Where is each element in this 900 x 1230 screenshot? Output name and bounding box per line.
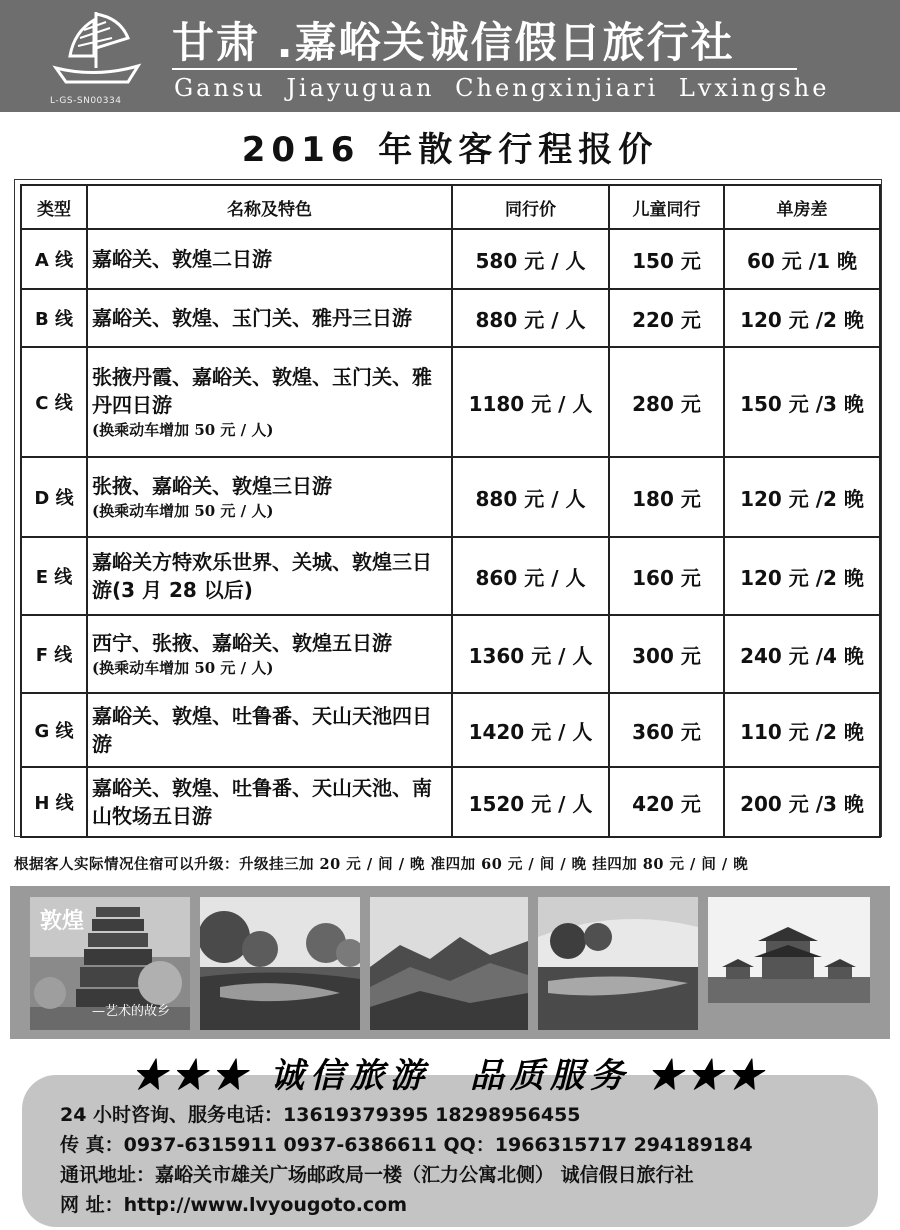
- row-price: 1180 元 / 人: [452, 347, 609, 457]
- row-type: E 线: [21, 537, 87, 615]
- table-row: [21, 767, 880, 837]
- price-table: [20, 184, 881, 838]
- row-price: 880 元 / 人: [452, 457, 609, 537]
- sailboat-logo-icon: [50, 8, 142, 92]
- row-type: H 线: [21, 767, 87, 837]
- table-row: [21, 693, 880, 767]
- photo-danxia-landform: [370, 897, 528, 1030]
- row-single: 120 元 /2 晚: [724, 457, 880, 537]
- upgrade-note: 根据客人实际情况住宿可以升级：升级挂三加 20 元 / 间 / 晚 准四加 60 元 / 间 / 晚 挂四加 80 元 / 间 / 晚: [14, 856, 749, 873]
- route-name: 嘉峪关、敦煌、玉门关、雅丹三日游: [92, 306, 412, 330]
- row-price: 880 元 / 人: [452, 289, 609, 347]
- row-single: 150 元 /3 晚: [724, 347, 880, 457]
- route-name: 西宁、张掖、嘉峪关、敦煌五日游: [92, 631, 392, 655]
- row-name: [87, 615, 452, 693]
- photo-desert-poplars: [200, 897, 360, 1030]
- table-row: [21, 457, 880, 537]
- row-price: 580 元 / 人: [452, 229, 609, 289]
- table-row: [21, 289, 880, 347]
- row-single: 120 元 /2 晚: [724, 537, 880, 615]
- agency-name-cn: 甘肃 .嘉峪关诚信假日旅行社: [172, 18, 735, 67]
- agency-name-en: Gansu Jiayuguan Chengxinjiari Lvxingshe: [174, 74, 830, 102]
- contact-address: 通讯地址：嘉峪关市雄关广场邮政局一楼（汇力公寓北侧） 诚信假日旅行社: [60, 1164, 694, 1186]
- header-name: 名称及特色: [87, 185, 452, 229]
- row-name: [87, 229, 452, 289]
- row-price: 1520 元 / 人: [452, 767, 609, 837]
- row-type: A 线: [21, 229, 87, 289]
- page-title: 2016 年散客行程报价: [241, 130, 659, 170]
- contact-website: 网 址：http://www.lvyougoto.com: [60, 1194, 408, 1216]
- header-price: 同行价: [452, 185, 609, 229]
- row-single: 120 元 /2 晚: [724, 289, 880, 347]
- row-price: 1360 元 / 人: [452, 615, 609, 693]
- row-child: 160 元: [609, 537, 724, 615]
- route-name: 张掖、嘉峪关、敦煌三日游: [92, 474, 332, 498]
- row-name: [87, 289, 452, 347]
- route-name: 嘉峪关、敦煌、吐鲁番、天山天池、南山牧场五日游: [92, 776, 432, 828]
- photo-caption: —艺术的故乡: [92, 1004, 171, 1019]
- row-child: 180 元: [609, 457, 724, 537]
- route-note: (换乘动车增加 50 元 / 人): [92, 421, 274, 439]
- row-type: D 线: [21, 457, 87, 537]
- title-divider: [172, 68, 797, 70]
- star-icon: ★★★: [132, 1056, 253, 1096]
- license-number: L-GS-SN00334: [50, 96, 122, 106]
- route-note: (换乘动车增加 50 元 / 人): [92, 502, 274, 520]
- row-child: 220 元: [609, 289, 724, 347]
- row-single: 240 元 /4 晚: [724, 615, 880, 693]
- row-type: G 线: [21, 693, 87, 767]
- header-type: 类型: [21, 185, 87, 229]
- table-row: [21, 537, 880, 615]
- row-type: F 线: [21, 615, 87, 693]
- row-name: [87, 767, 452, 837]
- row-price: 860 元 / 人: [452, 537, 609, 615]
- row-single: 110 元 /2 晚: [724, 693, 880, 767]
- route-note: (换乘动车增加 50 元 / 人): [92, 659, 274, 677]
- row-name: [87, 693, 452, 767]
- row-child: 150 元: [609, 229, 724, 289]
- row-child: 420 元: [609, 767, 724, 837]
- route-name: 嘉峪关、敦煌二日游: [92, 247, 272, 271]
- row-child: 300 元: [609, 615, 724, 693]
- photo-crescent-lake: [538, 897, 698, 1030]
- table-row: [21, 229, 880, 289]
- row-single: 60 元 /1 晚: [724, 229, 880, 289]
- header-child: 儿童同行: [609, 185, 724, 229]
- star-icon: ★★★: [647, 1056, 768, 1096]
- contact-phone: 24 小时咨询、服务电话：13619379395 18298956455: [60, 1104, 581, 1126]
- row-name: [87, 537, 452, 615]
- row-child: 280 元: [609, 347, 724, 457]
- contact-fax-qq: 传 真：0937-6315911 0937-6386611 QQ：1966315717 294189184: [60, 1134, 753, 1156]
- row-single: 200 元 /3 晚: [724, 767, 880, 837]
- row-type: C 线: [21, 347, 87, 457]
- photo-label-dunhuang: 敦煌: [40, 908, 85, 934]
- row-name: [87, 457, 452, 537]
- slogan-text-2: 品质服务: [470, 1056, 630, 1096]
- route-name: 嘉峪关、敦煌、吐鲁番、天山天池四日游: [92, 704, 432, 756]
- table-header-row: [21, 185, 880, 229]
- row-child: 360 元: [609, 693, 724, 767]
- route-name: 嘉峪关方特欢乐世界、关城、敦煌三日游(3 月 28 以后): [92, 550, 432, 602]
- slogan-banner: [0, 1048, 900, 1097]
- row-name: [87, 347, 452, 457]
- route-name: 张掖丹霞、嘉峪关、敦煌、玉门关、雅丹四日游: [92, 365, 432, 417]
- table-row: [21, 615, 880, 693]
- header-banner: [0, 0, 900, 112]
- row-type: B 线: [21, 289, 87, 347]
- photo-jiayuguan-fort: [708, 897, 870, 1030]
- header-single: 单房差: [724, 185, 880, 229]
- slogan-text-1: 诚信旅游: [270, 1056, 430, 1096]
- row-price: 1420 元 / 人: [452, 693, 609, 767]
- table-row: [21, 347, 880, 457]
